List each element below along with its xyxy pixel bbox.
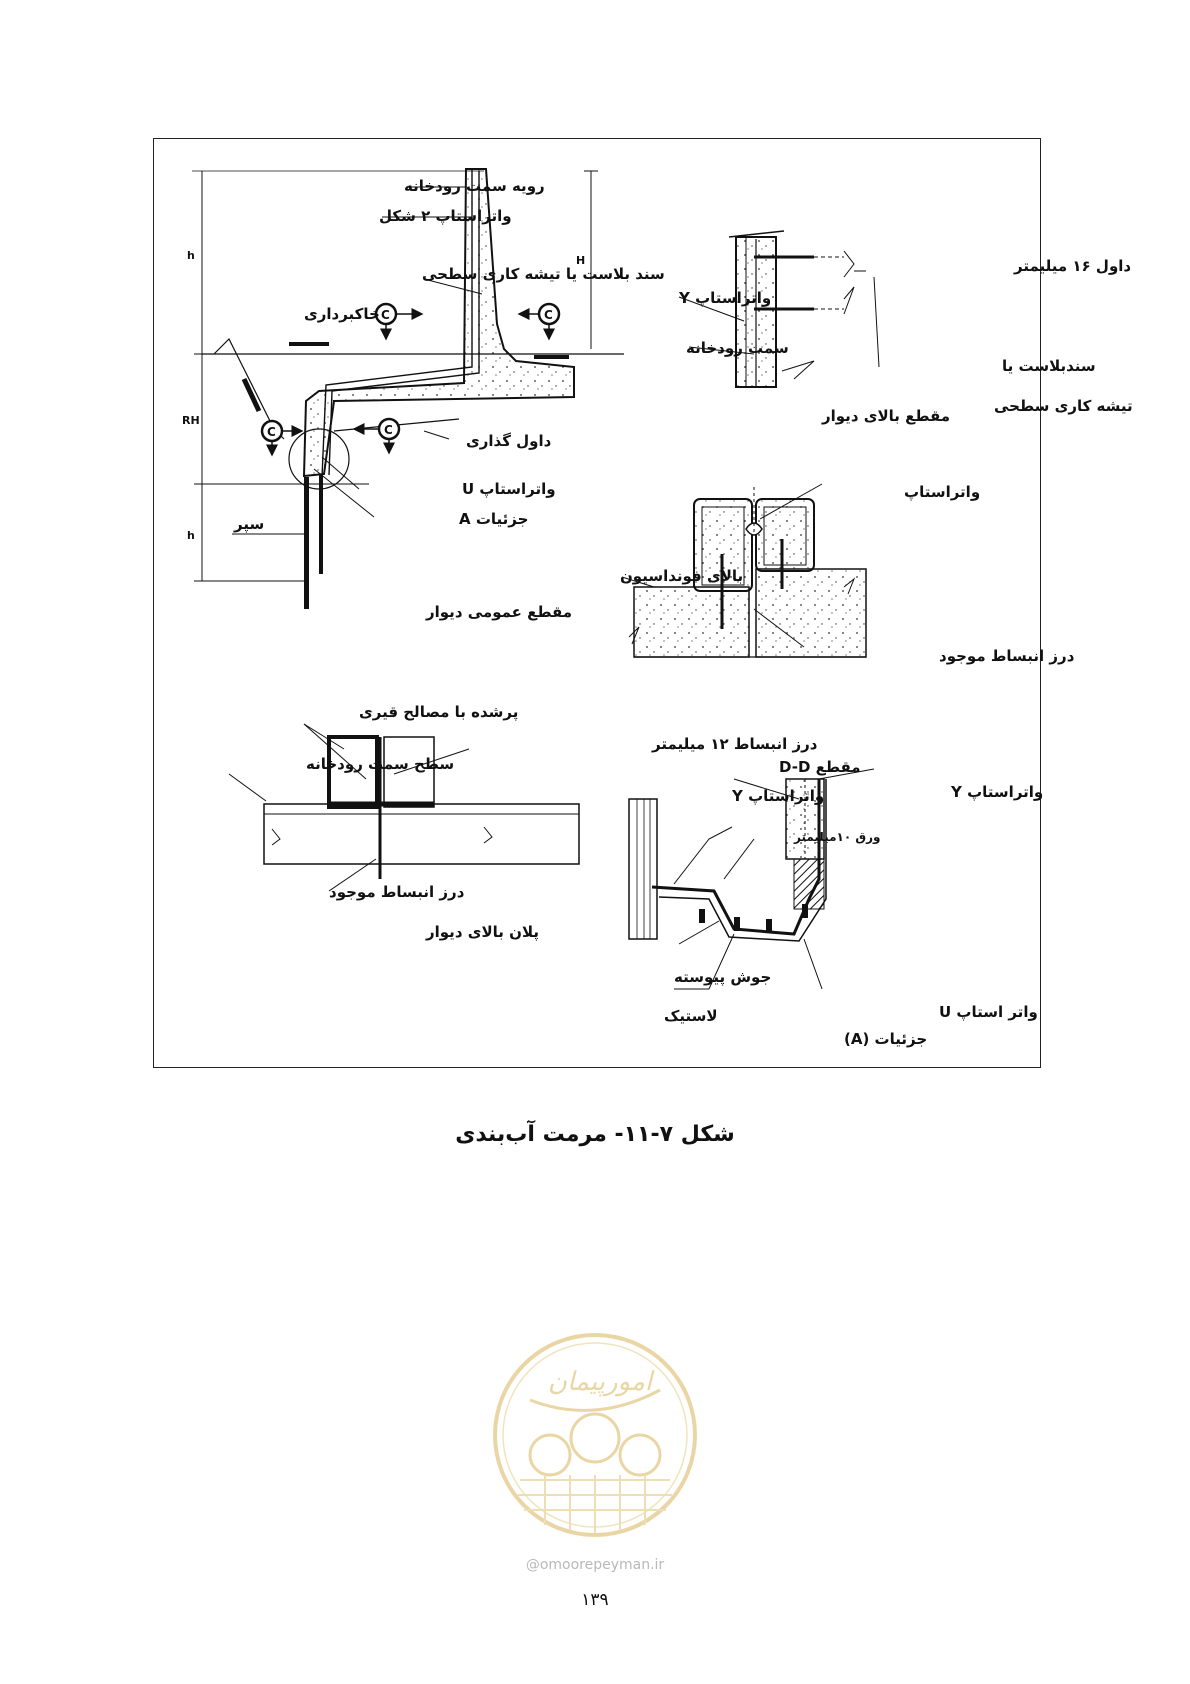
detail-a xyxy=(629,758,1043,1048)
label-sandblast-or-chisel: سند بلاست یا تیشه کاری سطحی xyxy=(422,265,665,283)
label-waterstop-mid: واتراستاپ xyxy=(904,483,981,501)
watermark-logo xyxy=(490,1330,700,1540)
label-dowel-placement: داول گذاری xyxy=(466,432,552,450)
dim-h-bottom: h xyxy=(187,529,195,542)
label-waterstop-shape2: واتراستاپ ۲ شکل xyxy=(379,207,512,225)
label-wall-top-section: مقطع بالای دیوار xyxy=(822,407,951,425)
watermark-logo-text: امورپیمان xyxy=(547,1367,653,1397)
svg-text:C: C xyxy=(381,308,390,322)
label-dowel-16mm: داول ۱۶ میلیمتر xyxy=(1014,257,1132,275)
label-river-side-surface: سطح سمت رودخانه xyxy=(306,755,455,773)
marker-c-4 xyxy=(354,419,399,453)
label-waterstop-u-detail: واتر استاپ U xyxy=(939,1003,1038,1021)
label-existing-joint-mid: درز انبساط موجود xyxy=(939,647,1075,665)
label-waterstop-y-left: واتراستاپ Y xyxy=(732,787,825,805)
label-joint-12mm: درز انبساط ۱۲ میلیمتر xyxy=(652,735,818,753)
watermark-handle: @omoorepeyman.ir xyxy=(525,1557,665,1573)
label-chisel-surface: تیشه کاری سطحی xyxy=(994,397,1133,415)
label-rubber: لاستیک xyxy=(664,1007,718,1025)
marker-c-3 xyxy=(262,421,302,455)
marker-c-2 xyxy=(519,304,559,339)
label-wall-top-plan: پلان بالای دیوار xyxy=(426,923,539,941)
wall-general-section xyxy=(182,169,665,621)
label-details-a: جزئیات A xyxy=(459,510,529,528)
label-filled-bitumen: پرشده با مصالح قیری xyxy=(359,703,519,721)
dim-h-top: h xyxy=(187,249,195,262)
label-section-dd: مقطع D-D xyxy=(779,758,861,776)
label-river-side: سمت رودخانه xyxy=(686,339,789,357)
figure-frame xyxy=(153,138,1133,1068)
label-waterstop-u: واتراستاپ U xyxy=(462,480,556,498)
label-face-river-side: رویه سمت رودخانه xyxy=(404,177,545,195)
label-sheet-pile: سپر xyxy=(234,515,265,533)
svg-text:C: C xyxy=(384,423,393,437)
wall-top-plan xyxy=(229,703,818,942)
page-number: ۱۳۹ xyxy=(581,1590,609,1610)
wall-top-section xyxy=(678,231,1133,425)
label-excavation: خاکبرداری xyxy=(304,305,380,323)
label-waterstop-y-right: واتراستاپ Y xyxy=(951,783,1044,801)
dim-h-right: H xyxy=(576,254,586,267)
waterproofing-repair-diagram xyxy=(154,139,1133,1066)
dim-rh: RH xyxy=(182,414,200,427)
label-sheet-10mm: ورق ۱۰میلیمتر xyxy=(794,830,881,844)
svg-text:C: C xyxy=(267,425,276,439)
figure-caption: شکل ۷-۱۱- مرمت آب‌بندی xyxy=(455,1122,735,1147)
label-foundation-top: بالای فونداسیون xyxy=(620,567,744,585)
label-wall-general-section: مقطع عمومی دیوار xyxy=(426,603,573,621)
svg-text:C: C xyxy=(544,308,553,322)
label-sandblast-or: سندبلاست یا xyxy=(1002,357,1096,375)
marker-c-1 xyxy=(376,304,422,339)
label-details-a-paren: جزئیات (A) xyxy=(844,1030,928,1048)
label-waterstop-y-top: واتراستاپ Y xyxy=(679,289,772,307)
label-existing-joint-plan: درز انبساط موجود xyxy=(329,883,465,901)
label-continuous-weld: جوش پیوسته xyxy=(674,968,772,986)
foundation-joint-detail xyxy=(620,483,1075,665)
